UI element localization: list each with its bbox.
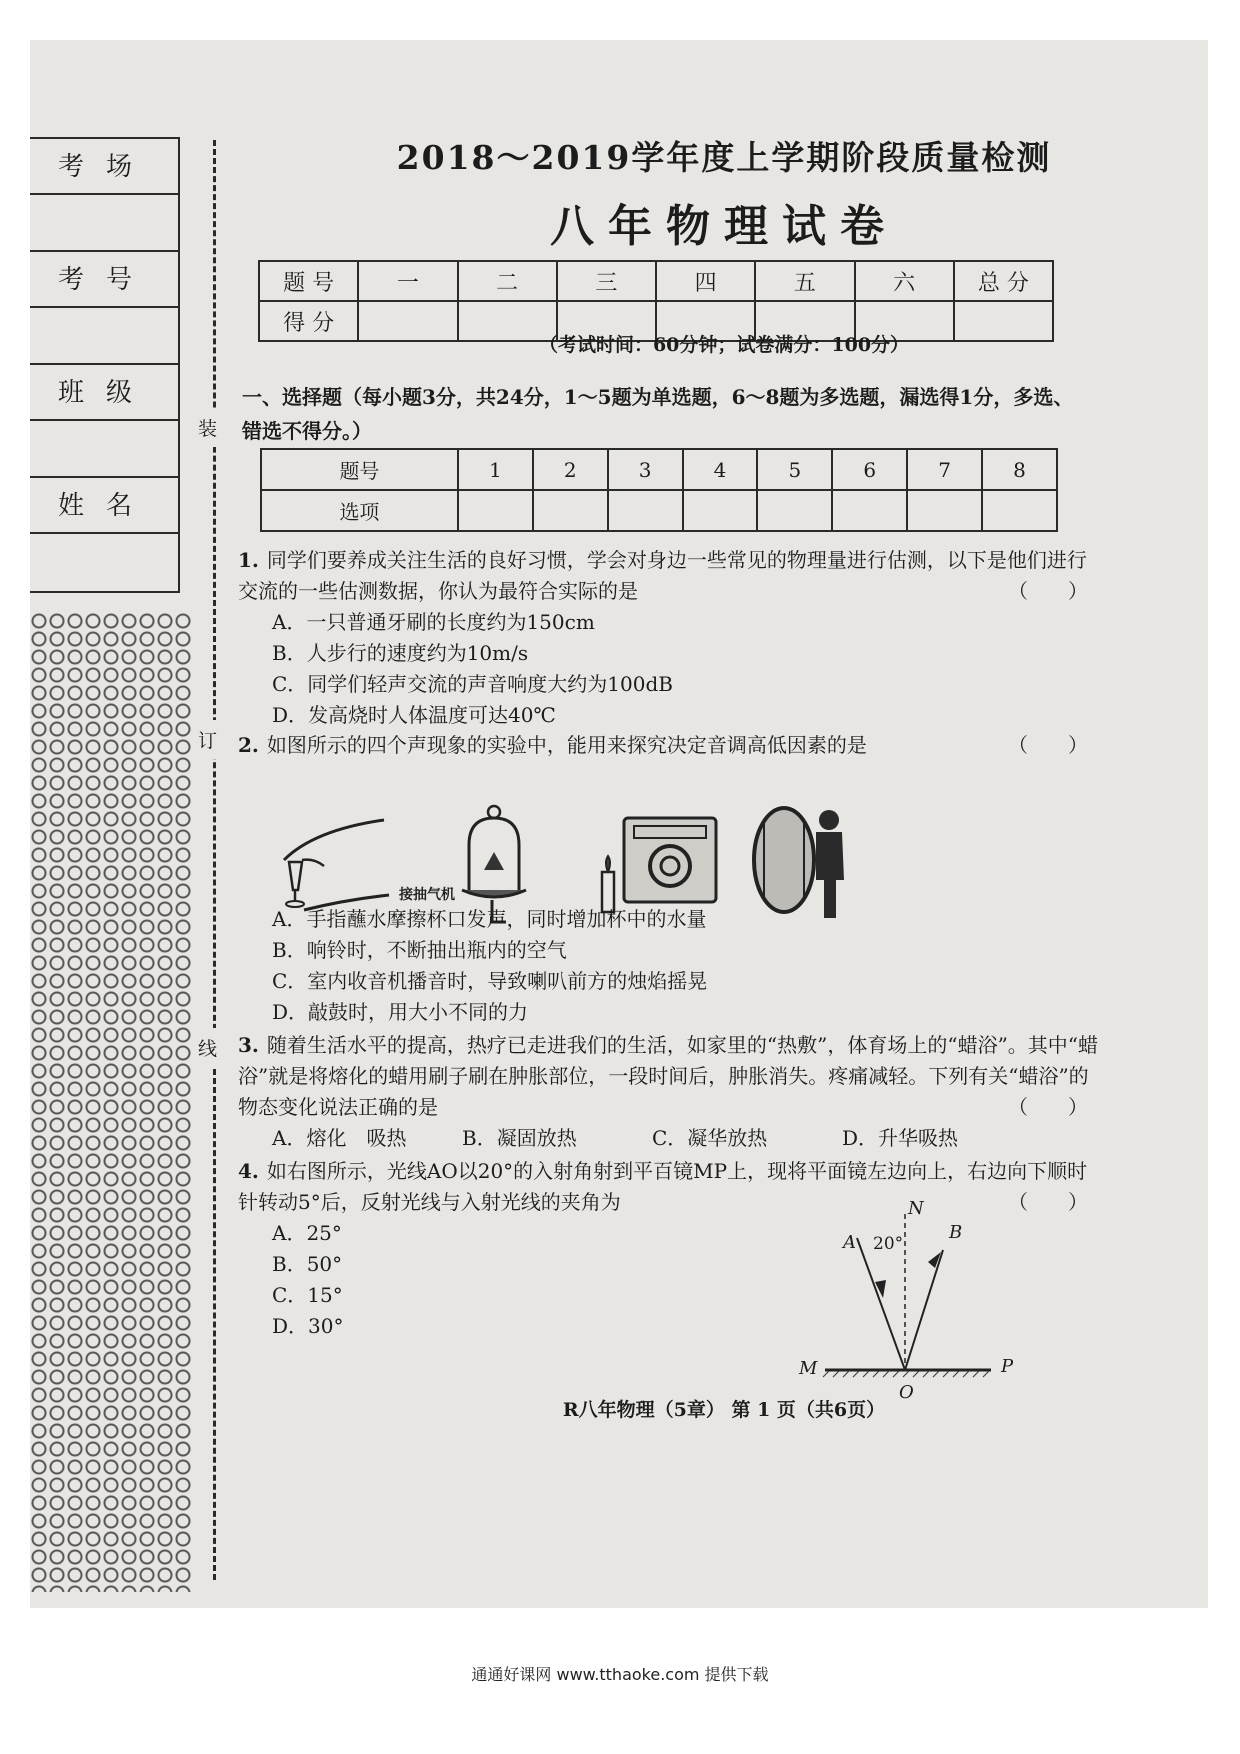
answer-table-header-row [261,449,1057,490]
question-1-stem [238,545,1098,607]
label-point-o: O [899,1382,914,1403]
option-d: D．发高烧时人体温度可达40℃ [272,703,556,727]
reflection-diagram-lines [795,1202,1025,1412]
answer-header-cell: 5 [757,449,832,490]
question-text: 如右图所示，光线AO以20°的入射角射到平百镜MP上，现将平面镜左边向上，右边向下顺时针转动5°后，反射光线与入射光线的夹角为 [238,1159,1088,1214]
answer-header-cell: 8 [982,449,1057,490]
field-exam-number-blank[interactable] [30,308,178,365]
source-line: 通通好课网 www.tthaoke.com 提供下载 [471,1665,769,1684]
question-number: 1. [238,548,259,572]
reflection-diagram [795,1198,1025,1412]
question-1 [238,545,1098,731]
question-number: 2. [238,733,259,757]
option-b: B．凝固放热 [462,1126,577,1150]
answer-bracket[interactable]: （ ） [1008,579,1088,603]
exam-time-note: （考试时间：60分钟；试卷满分：100分） [538,334,910,356]
answer-cell[interactable] [757,490,832,531]
score-cell-header: 六 [855,261,954,301]
binding-dashed-line [213,140,216,1580]
score-cell-header: 五 [755,261,854,301]
glass-rubbing-figure [274,800,404,920]
label-point-p: P [1001,1356,1014,1377]
option-c: C．室内收音机播音时，导致喇叭前方的烛焰摇晃 [272,969,708,993]
field-name: 姓名 [30,478,178,534]
answer-cell[interactable] [907,490,982,531]
option-d: D．30° [272,1314,344,1338]
answer-cell[interactable] [608,490,683,531]
score-cell-header: 四 [656,261,755,301]
exam-title: 2018～2019学年度上学期阶段质量检测 [396,138,1052,177]
answer-table-choice-row [261,490,1057,531]
answer-header-cell: 2 [533,449,608,490]
answer-cell[interactable] [683,490,758,531]
option-b: B．人步行的速度约为10m/s [272,641,529,665]
answer-header-cell: 7 [907,449,982,490]
page-footer: R八年物理（5章） 第 1 页（共6页） [562,1399,886,1421]
score-cell-header: 二 [458,261,557,301]
label-point-m: M [799,1358,818,1379]
score-row-label: 得 分 [259,301,358,341]
binding-char-zhuang: 装 [198,408,217,447]
binding-char-ding: 订 [198,720,217,759]
option-a: A．熔化 吸热 [272,1126,407,1150]
label-point-a: A [843,1232,856,1253]
question-2-options [238,904,1098,1028]
field-exam-room: 考场 [30,139,178,195]
option-c: C．凝华放热 [652,1126,768,1150]
exam-subtitle: 八年物理试卷 [550,201,898,252]
option-c: C．同学们轻声交流的声音响度大约为100dB [272,672,673,696]
question-number: 3. [238,1033,259,1057]
question-3-options [238,1123,1098,1154]
student-info-panel [30,137,180,593]
score-table-header-row [259,261,1053,301]
score-cell-header: 总 分 [954,261,1053,301]
label-point-b: B [949,1222,963,1243]
binding-char-xian: 线 [198,1028,217,1067]
answer-bracket[interactable]: （ ） [1008,1095,1088,1119]
question-2 [238,730,1098,761]
answer-header-cell: 6 [832,449,907,490]
score-cell-header: 一 [358,261,457,301]
option-a: A．手指蘸水摩擦杯口发声，同时增加杯中的水量 [272,907,707,931]
option-b: B．响铃时，不断抽出瓶内的空气 [272,938,567,962]
answer-bracket[interactable]: （ ） [1008,1190,1088,1214]
dot-pattern-margin [30,612,192,1592]
question-2-stem [238,730,1098,761]
answer-row-label: 选项 [261,490,458,531]
answer-table [260,448,1058,532]
score-cell-header: 三 [557,261,656,301]
field-class-blank[interactable] [30,421,178,478]
option-a: A．25° [272,1221,342,1245]
field-exam-number: 考号 [30,252,178,308]
option-a: A．一只普通牙刷的长度约为150cm [272,610,595,634]
answer-header-cell: 3 [608,449,683,490]
answer-header-cell: 题号 [261,449,458,490]
exam-sheet [30,40,1208,1608]
option-d: D．升华吸热 [842,1126,959,1150]
answer-cell[interactable] [832,490,907,531]
label-normal-n: N [908,1198,924,1219]
option-d: D．敲鼓时，用大小不同的力 [272,1000,529,1024]
score-cell-header: 题 号 [259,261,358,301]
question-number: 4. [238,1159,259,1183]
question-text: 随着生活水平的提高，热疗已走进我们的生活，如家里的“热敷”，体育场上的“蜡浴”。其中“蜡浴”就是将熔化的蜡用刷子刷在肿胀部位，一段时间后，肿胀消失。疼痛减轻。下列有关“蜡浴”的物态变化说法正确的是 [238,1033,1099,1119]
answer-cell[interactable] [458,490,533,531]
label-angle: 20° [873,1234,904,1254]
question-text: 如图所示的四个声现象的实验中，能用来探究决定音调高低因素的是 [266,733,867,757]
question-3 [238,1030,1098,1154]
answer-cell[interactable] [533,490,608,531]
option-c: C．15° [272,1283,343,1307]
answer-header-cell: 1 [458,449,533,490]
section-heading: 一、选择题（每小题3分，共24分，1～5题为单选题，6～8题为多选题，漏选得1分，多选、错选不得分。） [242,385,1074,443]
field-class: 班级 [30,365,178,421]
figure-label-vacuum: 接抽气机 [399,887,455,903]
answer-bracket[interactable]: （ ） [1008,733,1088,757]
answer-cell[interactable] [982,490,1057,531]
field-exam-room-blank[interactable] [30,195,178,252]
answer-header-cell: 4 [683,449,758,490]
option-b: B．50° [272,1252,343,1276]
radio-candle-figure [594,800,724,920]
question-text: 同学们要养成关注生活的良好习惯，学会对身边一些常见的物理量进行估测，以下是他们进行交流的一些估测数据，你认为最符合实际的是 [238,548,1087,603]
field-name-blank[interactable] [30,534,178,591]
question-3-stem [238,1030,1098,1123]
